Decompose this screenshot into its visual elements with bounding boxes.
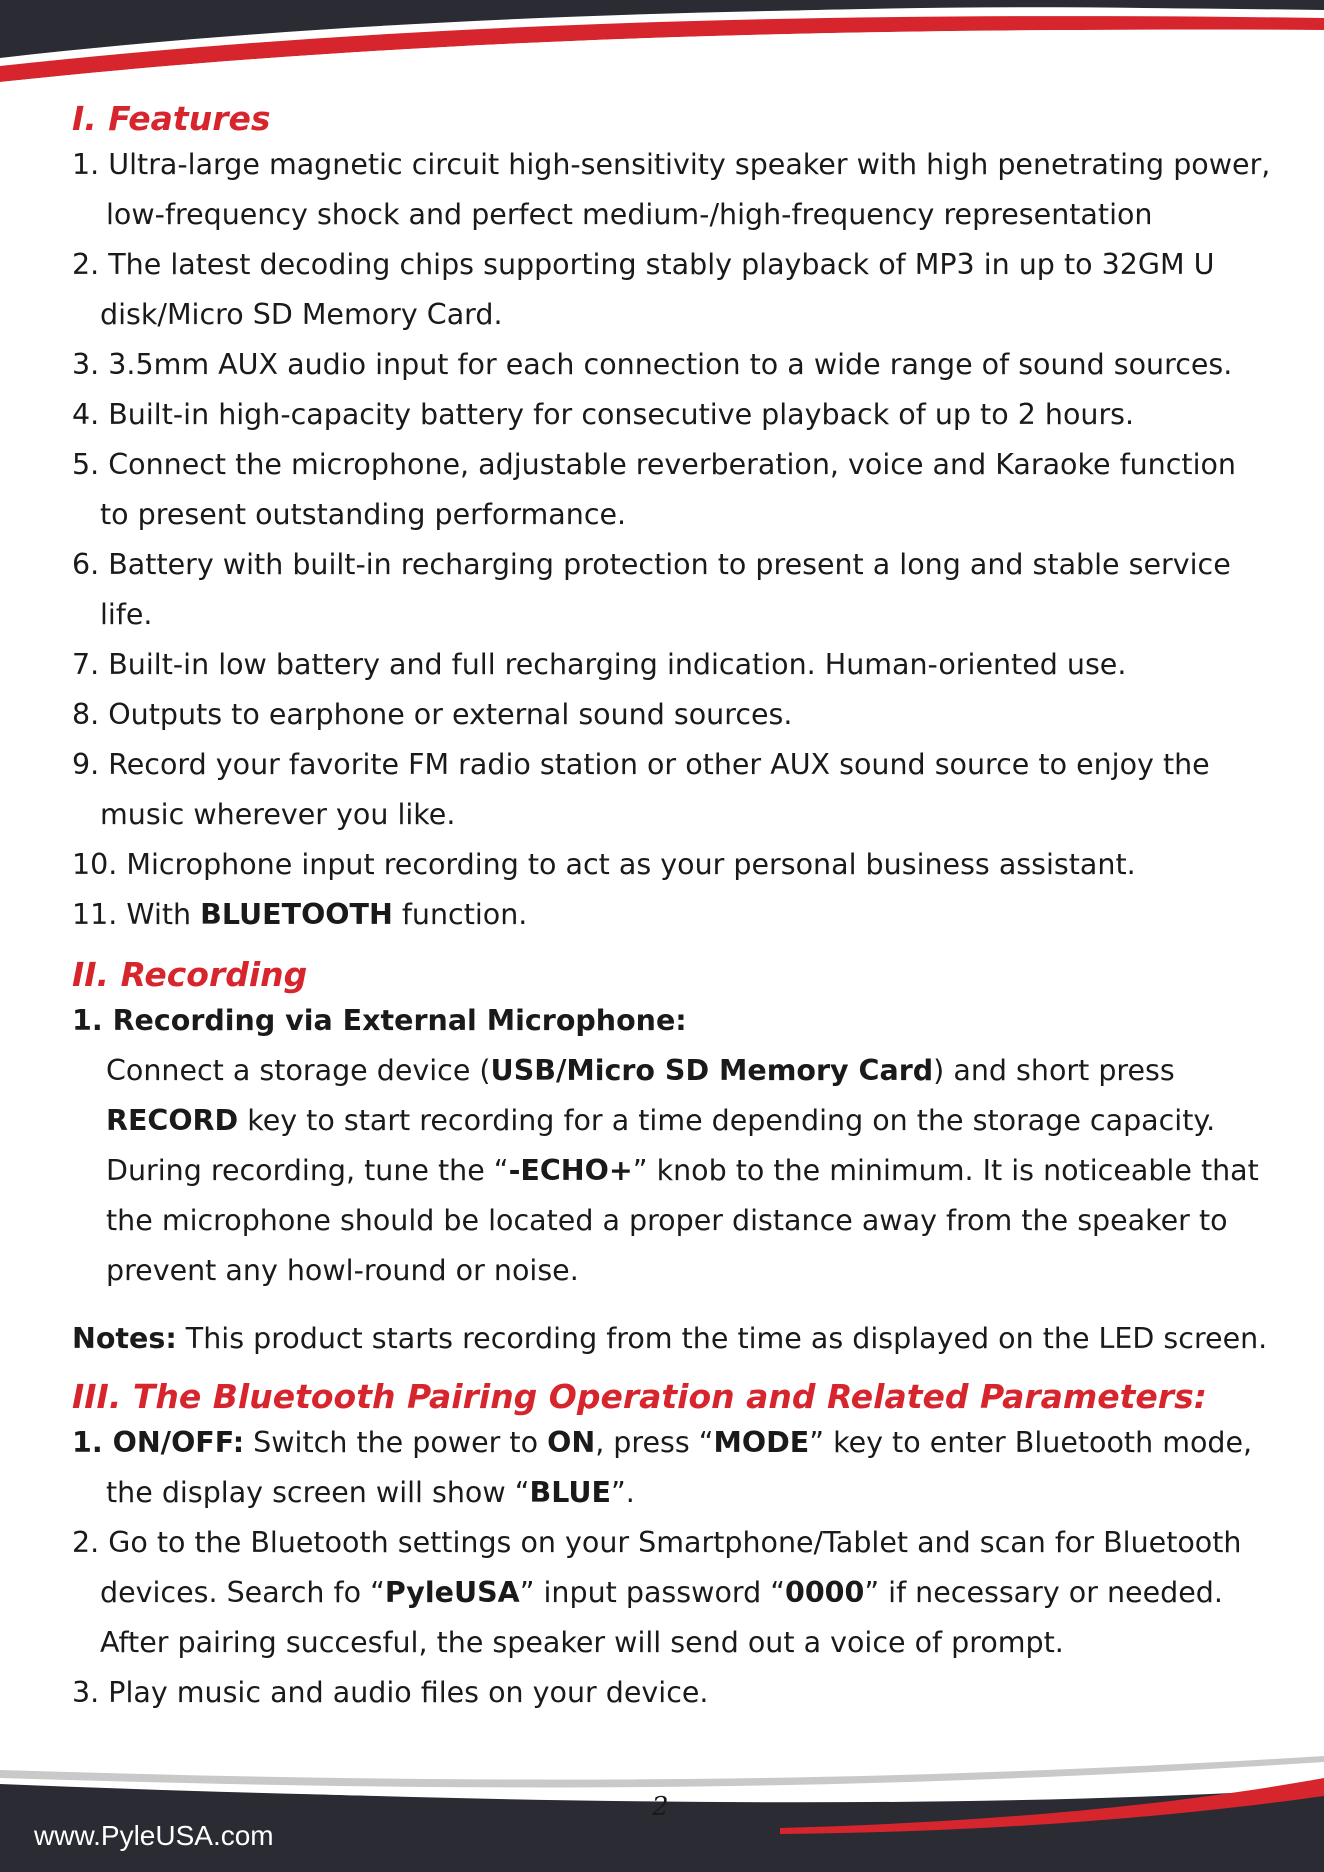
notes-text: This product starts recording from the time as displayed on the LED screen.	[176, 1322, 1268, 1355]
page-number: 2	[652, 1792, 669, 1822]
bluetooth-section	[72, 1418, 1262, 1718]
recording-l3-c: ” knob to the minimum. It is noticeable that	[632, 1154, 1259, 1187]
bluetooth-heading: III. The Bluetooth Pairing Operation and Related Parameters:	[72, 1377, 1207, 1416]
feature-2-line-1: 2. The latest decoding chips supporting stably playback of MP3 in up to 32GM U	[72, 248, 1215, 281]
bt1-c: , press “	[595, 1426, 714, 1459]
recording-l2-record-key: RECORD	[106, 1104, 239, 1137]
bt2-l2a: devices. Search fo “	[100, 1576, 385, 1609]
feature-4: 4. Built-in high-capacity battery for consecutive playback of up to 2 hours.	[72, 398, 1135, 431]
bluetooth-item-1-line-1	[72, 1418, 1262, 1468]
recording-heading: II. Recording	[72, 955, 308, 994]
bt1-on: ON	[547, 1426, 596, 1459]
feature-11-pre: 11. With	[72, 898, 201, 931]
notes	[72, 1314, 1268, 1364]
recording-l1-a: Connect a storage device (	[106, 1054, 491, 1087]
recording-subheading: 1. Recording via External Microphone:	[72, 1004, 687, 1037]
bt2-l2e: ” if necessary or needed.	[864, 1576, 1223, 1609]
feature-5-line-2: to present outstanding performance.	[100, 498, 627, 531]
notes-label: Notes:	[72, 1322, 177, 1355]
bt1-a: Switch the power to	[244, 1426, 548, 1459]
feature-11-post: function.	[392, 898, 528, 931]
recording-l1-storage: USB/Micro SD Memory Card	[490, 1054, 934, 1087]
bt2-l2c: ” input password “	[519, 1576, 786, 1609]
recording-section	[72, 996, 1262, 1296]
bluetooth-item-2-line-1: 2. Go to the Bluetooth settings on your Smartphone/Tablet and scan for Bluetooth	[72, 1526, 1242, 1559]
feature-list	[72, 140, 1271, 940]
bt1-mode: MODE	[713, 1426, 810, 1459]
bt2-password: 0000	[785, 1576, 865, 1609]
recording-l3-a: During recording, tune the “	[106, 1154, 509, 1187]
feature-11-bluetooth: BLUETOOTH	[200, 898, 393, 931]
bluetooth-item-3: 3. Play music and audio files on your device.	[72, 1676, 709, 1709]
bt2-pyleusa: PyleUSA	[384, 1576, 520, 1609]
bt1-onoff-label: ON/OFF:	[112, 1426, 245, 1459]
bt1-e: ” key to enter Bluetooth mode,	[809, 1426, 1253, 1459]
bluetooth-item-2-line-3: After pairing succesful, the speaker will send out a voice of prompt.	[100, 1626, 1064, 1659]
feature-5-line-1: 5. Connect the microphone, adjustable reverberation, voice and Karaoke function	[72, 448, 1236, 481]
feature-8: 8. Outputs to earphone or external sound sources.	[72, 698, 793, 731]
feature-11	[72, 890, 1262, 940]
footer-url-link[interactable]: www.PyleUSA.com	[34, 1820, 274, 1851]
feature-9-line-2: music wherever you like.	[100, 798, 456, 831]
recording-line-4: the microphone should be located a proper distance away from the speaker to	[106, 1204, 1228, 1237]
recording-l1-c: ) and short press	[933, 1054, 1175, 1087]
recording-line-3	[72, 1146, 1262, 1196]
bt1-l2a: the display screen will show “	[106, 1476, 530, 1509]
recording-line-1	[72, 1046, 1262, 1096]
bt1-l2c: ”.	[610, 1476, 635, 1509]
feature-1-line-2: low-frequency shock and perfect medium-/high-frequency representation	[106, 198, 1153, 231]
feature-2-line-2: disk/Micro SD Memory Card.	[100, 298, 503, 331]
feature-3: 3. 3.5mm AUX audio input for each connection to a wide range of sound sources.	[72, 348, 1233, 381]
top-decorative-swoosh	[0, 0, 1324, 100]
bt1-blue: BLUE	[529, 1476, 611, 1509]
page-content	[72, 98, 1271, 1718]
feature-9-line-1: 9. Record your favorite FM radio station or other AUX sound source to enjoy the	[72, 748, 1210, 781]
features-heading: I. Features	[72, 99, 271, 138]
bluetooth-item-2-line-2	[72, 1568, 1262, 1618]
feature-6-line-2: life.	[100, 598, 153, 631]
feature-10: 10. Microphone input recording to act as your personal business assistant.	[72, 848, 1136, 881]
feature-7: 7. Built-in low battery and full recharging indication. Human-oriented use.	[72, 648, 1127, 681]
recording-line-5: prevent any howl-round or noise.	[106, 1254, 579, 1287]
recording-l2-b: key to start recording for a time depending on the storage capacity.	[238, 1104, 1216, 1137]
recording-l3-echo: -ECHO+	[508, 1154, 633, 1187]
bluetooth-item-1-line-2	[72, 1468, 1262, 1518]
feature-1-line-1: 1. Ultra-large magnetic circuit high-sensitivity speaker with high penetrating power,	[72, 148, 1271, 181]
recording-line-2	[72, 1096, 1262, 1146]
feature-6-line-1: 6. Battery with built-in recharging protection to present a long and stable service	[72, 548, 1231, 581]
bt1-num: 1.	[72, 1426, 113, 1459]
